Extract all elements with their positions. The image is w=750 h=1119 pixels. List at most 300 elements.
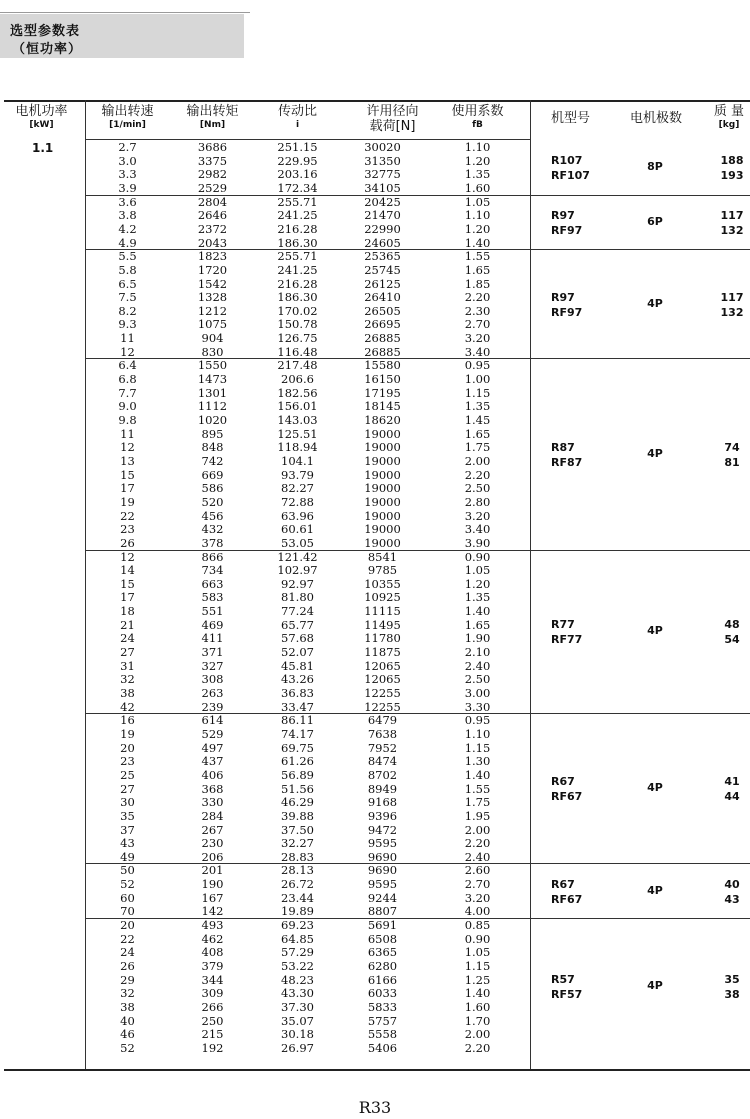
table-row: [85, 974, 530, 988]
table-row: [85, 455, 530, 469]
radial-load-cell: 24605: [364, 235, 401, 250]
ratio-cell: 43.26: [281, 672, 314, 687]
service-factor-cell: 1.65: [464, 617, 491, 632]
service-factor-cell: 2.40: [464, 849, 491, 864]
radial-load-cell: 19000: [364, 494, 401, 509]
torque-cell: 308: [201, 672, 224, 687]
ratio-cell: 125.51: [277, 426, 318, 441]
speed-cell: 12: [120, 344, 135, 359]
ratio-cell: 143.03: [277, 413, 318, 427]
service-factor-cell: 1.10: [464, 140, 491, 154]
service-factor-cell: 1.40: [464, 235, 491, 250]
speed-cell: 38: [120, 999, 135, 1014]
header-service-factor: 使用系数 fB: [451, 104, 504, 130]
speed-cell: 7.7: [118, 385, 137, 400]
radial-load-cell: 9690: [367, 849, 398, 864]
ratio-cell: 33.47: [281, 699, 314, 714]
service-factor-cell: 1.75: [464, 795, 491, 810]
mass-value: [712, 617, 750, 647]
torque-cell: 742: [201, 453, 224, 468]
table-row: [85, 496, 530, 510]
radial-load-cell: 11780: [364, 631, 401, 646]
table-row: [85, 141, 530, 155]
model-label: RF57: [551, 988, 583, 1002]
torque-cell: 2043: [197, 235, 228, 250]
service-factor-cell: 2.10: [464, 645, 491, 660]
model-label: R67: [551, 775, 575, 789]
table-row: [85, 414, 530, 428]
mass-value: [712, 972, 750, 1002]
torque-cell: 1328: [197, 290, 228, 305]
service-factor-cell: 0.95: [464, 358, 491, 373]
mass-label: 132: [720, 305, 744, 319]
ratio-cell: 203.16: [277, 167, 318, 182]
table-row: [85, 373, 530, 387]
table-row: [85, 291, 530, 305]
speed-cell: 35: [120, 808, 135, 823]
ratio-cell: 23.44: [281, 890, 314, 905]
radial-load-cell: 9690: [367, 863, 398, 878]
speed-cell: 27: [120, 645, 135, 660]
torque-cell: 1720: [197, 262, 228, 277]
ratio-cell: 172.34: [277, 180, 318, 195]
torque-cell: 215: [201, 1027, 224, 1042]
model-label: RF67: [551, 892, 583, 906]
torque-cell: 830: [201, 344, 224, 359]
table-row: [85, 250, 530, 264]
service-factor-cell: 0.85: [464, 918, 491, 933]
ratio-cell: 57.29: [281, 945, 314, 960]
ratio-cell: 216.28: [277, 276, 318, 291]
table-top-rule: [4, 100, 750, 102]
power-value: 1.1: [32, 141, 54, 155]
radial-load-cell: 6365: [367, 945, 398, 960]
speed-cell: 32: [120, 672, 135, 687]
ratio-cell: 116.48: [277, 344, 318, 359]
torque-cell: 327: [201, 658, 224, 673]
service-factor-cell: 1.95: [464, 808, 491, 823]
radial-load-cell: 32775: [364, 167, 401, 182]
torque-cell: 462: [201, 931, 224, 946]
torque-cell: 437: [201, 754, 224, 769]
pole-count: 4P: [647, 446, 663, 460]
service-factor-cell: 2.00: [464, 1027, 491, 1042]
torque-cell: 167: [201, 890, 224, 905]
torque-cell: 663: [201, 576, 224, 591]
ratio-cell: 72.88: [281, 494, 314, 509]
service-factor-cell: 1.35: [464, 590, 491, 605]
header-mass: 质 量 [kg]: [713, 104, 745, 130]
table-row: [85, 278, 530, 292]
service-factor-cell: 2.40: [464, 658, 491, 673]
speed-cell: 38: [120, 686, 135, 700]
torque-cell: 190: [201, 877, 224, 892]
mass-label: 44: [724, 790, 740, 804]
table-row: [85, 824, 530, 838]
speed-cell: 4.9: [118, 235, 137, 250]
ratio-cell: 61.26: [281, 754, 314, 769]
mass-label: 81: [724, 455, 740, 469]
table-row: [85, 523, 530, 537]
header-speed: 输出转速 [1/min]: [101, 104, 154, 130]
ratio-cell: 74.17: [281, 726, 314, 741]
ratio-cell: 255.71: [277, 194, 318, 209]
model-number: [551, 208, 582, 238]
torque-cell: 1075: [197, 317, 228, 332]
speed-cell: 24: [120, 945, 135, 960]
torque-cell: 3375: [197, 153, 228, 168]
radial-load-cell: 5691: [367, 918, 398, 933]
speed-cell: 3.8: [118, 208, 137, 223]
speed-cell: 12: [120, 440, 135, 455]
table-row: [85, 837, 530, 851]
radial-load-cell: 8807: [367, 904, 398, 919]
table-row: [85, 155, 530, 169]
speed-cell: 3.0: [118, 153, 137, 168]
speed-cell: 24: [120, 631, 135, 646]
service-factor-cell: 2.30: [464, 303, 491, 318]
table-row: [85, 209, 530, 223]
torque-cell: 1823: [197, 249, 228, 264]
model-number: [551, 290, 582, 320]
ratio-cell: 241.25: [277, 208, 318, 223]
model-label: RF97: [551, 305, 583, 319]
table-row: [85, 510, 530, 524]
service-factor-cell: 3.90: [464, 535, 491, 550]
table-row: [85, 714, 530, 728]
ratio-cell: 92.97: [281, 576, 314, 591]
ratio-cell: 57.68: [281, 631, 314, 646]
radial-load-cell: 6508: [367, 931, 398, 946]
torque-cell: 520: [201, 494, 224, 509]
table-row: [85, 182, 530, 196]
mass-label: 48: [724, 618, 740, 632]
speed-cell: 9.8: [118, 413, 137, 427]
service-factor-cell: 2.00: [464, 822, 491, 837]
table-row: [85, 168, 530, 182]
radial-load-cell: 5406: [367, 1040, 398, 1055]
table-row: [85, 728, 530, 742]
torque-cell: 529: [201, 726, 224, 741]
table-row: [85, 305, 530, 319]
radial-load-cell: 8541: [367, 549, 398, 564]
mass-value: [712, 774, 750, 804]
table-row: [85, 673, 530, 687]
model-label: R97: [551, 208, 575, 222]
table-row: [85, 591, 530, 605]
speed-cell: 43: [120, 836, 135, 851]
ratio-cell: 170.02: [277, 303, 318, 318]
ratio-cell: 93.79: [281, 467, 314, 482]
radial-load-cell: 10355: [364, 576, 401, 591]
speed-cell: 11: [120, 331, 135, 346]
torque-cell: 583: [201, 590, 224, 605]
speed-cell: 32: [120, 986, 135, 1001]
torque-cell: 848: [201, 440, 224, 455]
speed-cell: 60: [120, 890, 135, 905]
service-factor-cell: 1.90: [464, 631, 491, 646]
ratio-cell: 37.30: [281, 999, 314, 1014]
speed-cell: 21: [120, 617, 135, 632]
page-subtitle: （恒功率）: [12, 42, 83, 57]
table-row: [85, 810, 530, 824]
top-rule: [0, 12, 250, 13]
service-factor-cell: 1.55: [464, 781, 491, 796]
radial-load-cell: 9595: [367, 877, 398, 892]
torque-cell: 379: [201, 959, 224, 973]
model-number: [551, 972, 582, 1002]
torque-cell: 206: [201, 849, 224, 864]
torque-cell: 866: [201, 549, 224, 564]
torque-cell: 904: [201, 331, 224, 346]
radial-load-cell: 6479: [367, 713, 398, 728]
mass-value: [712, 290, 750, 320]
table-row: [85, 878, 530, 892]
radial-load-cell: 11495: [364, 617, 401, 632]
service-factor-cell: 1.25: [464, 972, 491, 987]
table-row: [85, 1015, 530, 1029]
page-title: 选型参数表: [10, 24, 81, 39]
speed-cell: 52: [120, 1040, 135, 1055]
radial-load-cell: 15580: [364, 358, 401, 373]
torque-cell: 142: [201, 904, 224, 919]
radial-load-cell: 12065: [364, 672, 401, 687]
speed-cell: 19: [120, 726, 135, 741]
service-factor-cell: 1.60: [464, 999, 491, 1014]
service-factor-cell: 1.75: [464, 440, 491, 455]
ratio-cell: 217.48: [277, 358, 318, 373]
torque-cell: 201: [201, 863, 224, 878]
table-row: [85, 223, 530, 237]
model-label: R97: [551, 290, 575, 304]
mass-value: [712, 153, 750, 183]
radial-load-cell: 26125: [364, 276, 401, 291]
radial-load-cell: 10925: [364, 590, 401, 605]
speed-cell: 20: [120, 740, 135, 755]
radial-load-cell: 26885: [364, 344, 401, 359]
table-row: [85, 946, 530, 960]
torque-cell: 734: [201, 563, 224, 578]
ratio-cell: 63.96: [281, 508, 314, 523]
speed-cell: 25: [120, 767, 135, 782]
speed-cell: 15: [120, 576, 135, 591]
ratio-cell: 51.56: [281, 781, 314, 796]
table-row: [85, 578, 530, 592]
radial-load-cell: 11875: [364, 645, 401, 660]
radial-load-cell: 9244: [367, 890, 398, 905]
ratio-cell: 77.24: [281, 604, 314, 619]
service-factor-cell: 1.20: [464, 576, 491, 591]
title-box: [0, 14, 244, 58]
radial-load-cell: 31350: [364, 153, 401, 168]
speed-cell: 9.0: [118, 399, 137, 414]
model-label: R107: [551, 154, 583, 168]
speed-cell: 7.5: [118, 290, 137, 305]
model-number: [551, 440, 582, 470]
table-row: [85, 359, 530, 373]
ratio-cell: 26.97: [281, 1040, 314, 1055]
mass-label: 193: [720, 169, 744, 183]
ratio-cell: 86.11: [281, 713, 314, 728]
radial-load-cell: 5833: [367, 999, 398, 1014]
radial-load-cell: 19000: [364, 426, 401, 441]
speed-cell: 31: [120, 658, 135, 673]
service-factor-cell: 1.45: [464, 413, 491, 427]
pole-count: 4P: [647, 883, 663, 897]
ratio-cell: 82.27: [281, 481, 314, 496]
speed-cell: 6.4: [118, 358, 137, 373]
radial-load-cell: 7638: [367, 726, 398, 741]
radial-load-cell: 9168: [367, 795, 398, 810]
speed-cell: 30: [120, 795, 135, 810]
radial-load-cell: 12065: [364, 658, 401, 673]
ratio-cell: 48.23: [281, 972, 314, 987]
radial-load-cell: 19000: [364, 535, 401, 550]
torque-cell: 309: [201, 986, 224, 1001]
ratio-cell: 186.30: [277, 235, 318, 250]
service-factor-cell: 2.80: [464, 494, 491, 509]
torque-cell: 1212: [197, 303, 228, 318]
speed-cell: 40: [120, 1013, 135, 1028]
service-factor-cell: 2.20: [464, 290, 491, 305]
radial-load-cell: 8702: [367, 767, 398, 782]
table-row: [85, 1001, 530, 1015]
service-factor-cell: 2.20: [464, 467, 491, 482]
radial-load-cell: 17195: [364, 385, 401, 400]
ratio-cell: 241.25: [277, 262, 318, 277]
torque-cell: 411: [201, 631, 224, 646]
table-bottom-rule: [4, 1069, 750, 1071]
model-number: [551, 153, 590, 183]
torque-cell: 330: [201, 795, 224, 810]
ratio-cell: 19.89: [281, 904, 314, 919]
speed-cell: 27: [120, 781, 135, 796]
radial-load-cell: 9595: [367, 836, 398, 851]
radial-load-cell: 26695: [364, 317, 401, 332]
mass-label: 117: [720, 290, 744, 304]
speed-cell: 17: [120, 590, 135, 605]
table-row: [85, 933, 530, 947]
radial-load-cell: 12255: [364, 699, 401, 714]
service-factor-cell: 3.40: [464, 522, 491, 537]
ratio-cell: 69.23: [281, 918, 314, 933]
ratio-cell: 186.30: [277, 290, 318, 305]
speed-cell: 9.3: [118, 317, 137, 332]
mass-label: 117: [720, 208, 744, 222]
table-row: [85, 332, 530, 346]
service-factor-cell: 1.40: [464, 986, 491, 1001]
radial-load-cell: 26885: [364, 331, 401, 346]
torque-cell: 469: [201, 617, 224, 632]
speed-cell: 23: [120, 522, 135, 537]
speed-cell: 6.8: [118, 372, 137, 387]
torque-cell: 2372: [197, 221, 228, 236]
speed-cell: 3.9: [118, 180, 137, 195]
speed-cell: 37: [120, 822, 135, 837]
speed-cell: 3.6: [118, 194, 137, 209]
ratio-cell: 121.42: [277, 549, 318, 564]
speed-cell: 15: [120, 467, 135, 482]
service-factor-cell: 2.00: [464, 453, 491, 468]
model-label: R67: [551, 877, 575, 891]
radial-load-cell: 26505: [364, 303, 401, 318]
speed-cell: 12: [120, 549, 135, 564]
table-row: [85, 482, 530, 496]
table-row: [85, 632, 530, 646]
table-row: [85, 400, 530, 414]
table-row: [85, 551, 530, 565]
column-divider-right: [530, 100, 531, 1070]
service-factor-cell: 2.20: [464, 836, 491, 851]
speed-cell: 42: [120, 699, 135, 714]
service-factor-cell: 2.70: [464, 317, 491, 332]
service-factor-cell: 3.20: [464, 508, 491, 523]
ratio-cell: 104.1: [281, 453, 314, 468]
speed-cell: 2.7: [118, 140, 137, 154]
pole-count: 6P: [647, 214, 663, 228]
radial-load-cell: 25745: [364, 262, 401, 277]
table-row: [85, 742, 530, 756]
model-label: RF107: [551, 169, 590, 183]
radial-load-cell: 30020: [364, 140, 401, 154]
torque-cell: 614: [201, 713, 224, 728]
ratio-cell: 206.6: [281, 372, 314, 387]
radial-load-cell: 5558: [367, 1027, 398, 1042]
torque-cell: 1301: [197, 385, 228, 400]
speed-cell: 22: [120, 508, 135, 523]
radial-load-cell: 25365: [364, 249, 401, 264]
service-factor-cell: 2.60: [464, 863, 491, 878]
ratio-cell: 53.22: [281, 959, 314, 973]
radial-load-cell: 8474: [367, 754, 398, 769]
pole-count: 4P: [647, 781, 663, 795]
ratio-cell: 156.01: [277, 399, 318, 414]
service-factor-cell: 1.60: [464, 180, 491, 195]
speed-cell: 46: [120, 1027, 135, 1042]
service-factor-cell: 1.10: [464, 726, 491, 741]
model-number: [551, 774, 582, 804]
radial-load-cell: 18620: [364, 413, 401, 427]
model-number: [551, 617, 582, 647]
mass-label: 41: [724, 775, 740, 789]
torque-cell: 266: [201, 999, 224, 1014]
ratio-cell: 182.56: [277, 385, 318, 400]
service-factor-cell: 1.05: [464, 194, 491, 209]
speed-cell: 52: [120, 877, 135, 892]
table-row: [85, 619, 530, 633]
table-row: [85, 564, 530, 578]
speed-cell: 14: [120, 563, 135, 578]
speed-cell: 4.2: [118, 221, 137, 236]
ratio-cell: 56.89: [281, 767, 314, 782]
service-factor-cell: 1.30: [464, 754, 491, 769]
radial-load-cell: 20425: [364, 194, 401, 209]
torque-cell: 2529: [197, 180, 228, 195]
speed-cell: 29: [120, 972, 135, 987]
radial-load-cell: 7952: [367, 740, 398, 755]
ratio-cell: 126.75: [277, 331, 318, 346]
ratio-cell: 118.94: [277, 440, 318, 455]
table-row: [85, 796, 530, 810]
speed-cell: 22: [120, 931, 135, 946]
torque-cell: 368: [201, 781, 224, 796]
speed-cell: 5.5: [118, 249, 137, 264]
torque-cell: 586: [201, 481, 224, 496]
model-label: RF87: [551, 455, 583, 469]
radial-load-cell: 34105: [364, 180, 401, 195]
service-factor-cell: 1.55: [464, 249, 491, 264]
table-row: [85, 905, 530, 919]
